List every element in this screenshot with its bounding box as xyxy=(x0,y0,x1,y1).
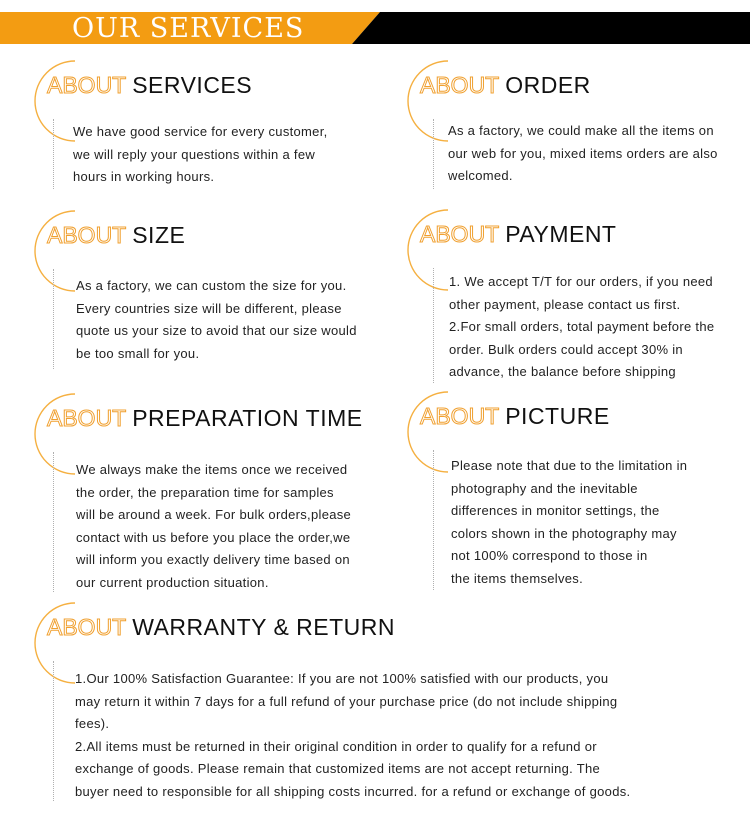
body-line: we will reply your questions within a few xyxy=(73,146,316,162)
body-line: order. Bulk orders could accept 30% in xyxy=(449,341,683,357)
body-line: advance, the balance before shipping xyxy=(449,364,676,379)
section-body xyxy=(73,121,328,189)
body-line: As a factory, we could make all the items on xyxy=(448,123,714,138)
dotted-divider xyxy=(433,119,434,189)
section-heading xyxy=(47,613,395,641)
body-line: 1. We accept T/T for our orders, if you need xyxy=(449,274,713,289)
section-heading xyxy=(47,221,185,249)
section-preparation-time xyxy=(30,389,375,594)
dotted-divider xyxy=(433,450,434,590)
about-label: ABOUT xyxy=(47,405,126,431)
body-line: Every countries size will be different, please xyxy=(76,300,342,316)
section-body xyxy=(449,271,714,384)
about-label: ABOUT xyxy=(420,221,499,247)
body-line: 2.For small orders, total payment before the xyxy=(449,319,715,334)
section-heading xyxy=(47,71,252,99)
body-line: may return it within 7 days for a full refund of your purchase price (do not include shipping xyxy=(75,693,618,709)
about-label: ABOUT xyxy=(420,403,499,429)
body-line: not 100% correspond to those in xyxy=(451,548,648,563)
body-line: welcomed. xyxy=(448,168,513,183)
section-heading xyxy=(420,71,591,99)
about-label: ABOUT xyxy=(47,614,126,640)
section-title: ORDER xyxy=(505,72,591,98)
body-line: will inform you exactly delivery time based on xyxy=(76,552,350,567)
dotted-divider xyxy=(53,452,54,592)
section-body xyxy=(76,275,357,365)
section-title: PAYMENT xyxy=(505,221,617,247)
body-line: 2.All items must be returned in their original condition in order to qualify for a refund or xyxy=(75,738,597,754)
section-body xyxy=(76,459,351,594)
body-line: the order, the preparation time for samples xyxy=(76,484,334,500)
section-services xyxy=(30,56,370,191)
section-title: SIZE xyxy=(132,222,186,248)
dotted-divider xyxy=(53,119,54,189)
body-line: Please note that due to the limitation in xyxy=(451,458,688,473)
body-line: differences in monitor settings, the xyxy=(451,503,660,518)
section-body xyxy=(448,120,718,188)
section-heading xyxy=(420,220,617,248)
section-body xyxy=(451,455,687,590)
banner-title: OUR SERVICES xyxy=(72,13,305,44)
body-line: the items themselves. xyxy=(451,570,584,586)
body-line: photography and the inevitable xyxy=(451,480,638,496)
section-order xyxy=(403,56,743,191)
services-banner xyxy=(0,12,750,44)
section-body xyxy=(75,668,630,803)
body-line: fees). xyxy=(75,716,110,731)
section-payment xyxy=(403,205,748,385)
body-line: colors shown in the photography may xyxy=(451,525,677,541)
body-line: our web for you, mixed items orders are also xyxy=(448,145,718,161)
about-label: ABOUT xyxy=(47,222,126,248)
body-line: We always make the items once we received xyxy=(76,462,348,477)
section-title: PICTURE xyxy=(505,403,610,429)
body-line: exchange of goods. Please remain that customized items are not accept returning. The xyxy=(75,761,601,776)
section-size xyxy=(30,206,370,371)
section-title: PREPARATION TIME xyxy=(132,405,363,431)
dotted-divider xyxy=(53,661,54,801)
body-line: buyer need to responsible for all shipping costs incurred. for a refund or exchange of goods. xyxy=(75,783,631,799)
section-heading xyxy=(420,402,610,430)
section-warranty-return xyxy=(30,598,730,808)
section-picture xyxy=(403,387,743,592)
about-label: ABOUT xyxy=(420,72,499,98)
body-line: our current production situation. xyxy=(76,574,269,590)
body-line: be too small for you. xyxy=(76,345,200,361)
body-line: will be around a week. For bulk orders,please xyxy=(76,507,352,522)
body-line: hours in working hours. xyxy=(73,169,215,184)
section-title: SERVICES xyxy=(132,72,253,98)
dotted-divider xyxy=(53,269,54,369)
body-line: quote us your size to avoid that our size would xyxy=(76,323,357,338)
about-label: ABOUT xyxy=(47,72,126,98)
body-line: As a factory, we can custom the size for you. xyxy=(76,278,347,293)
section-title: WARRANTY & RETURN xyxy=(132,614,396,640)
body-line: other payment, please contact us first. xyxy=(449,296,681,312)
section-heading xyxy=(47,404,363,432)
body-line: We have good service for every customer, xyxy=(73,124,328,139)
body-line: 1.Our 100% Satisfaction Guarantee: If you are not 100% satisfied with our products, you xyxy=(75,671,609,686)
dotted-divider xyxy=(433,268,434,383)
body-line: contact with us before you place the order,we xyxy=(76,529,351,545)
